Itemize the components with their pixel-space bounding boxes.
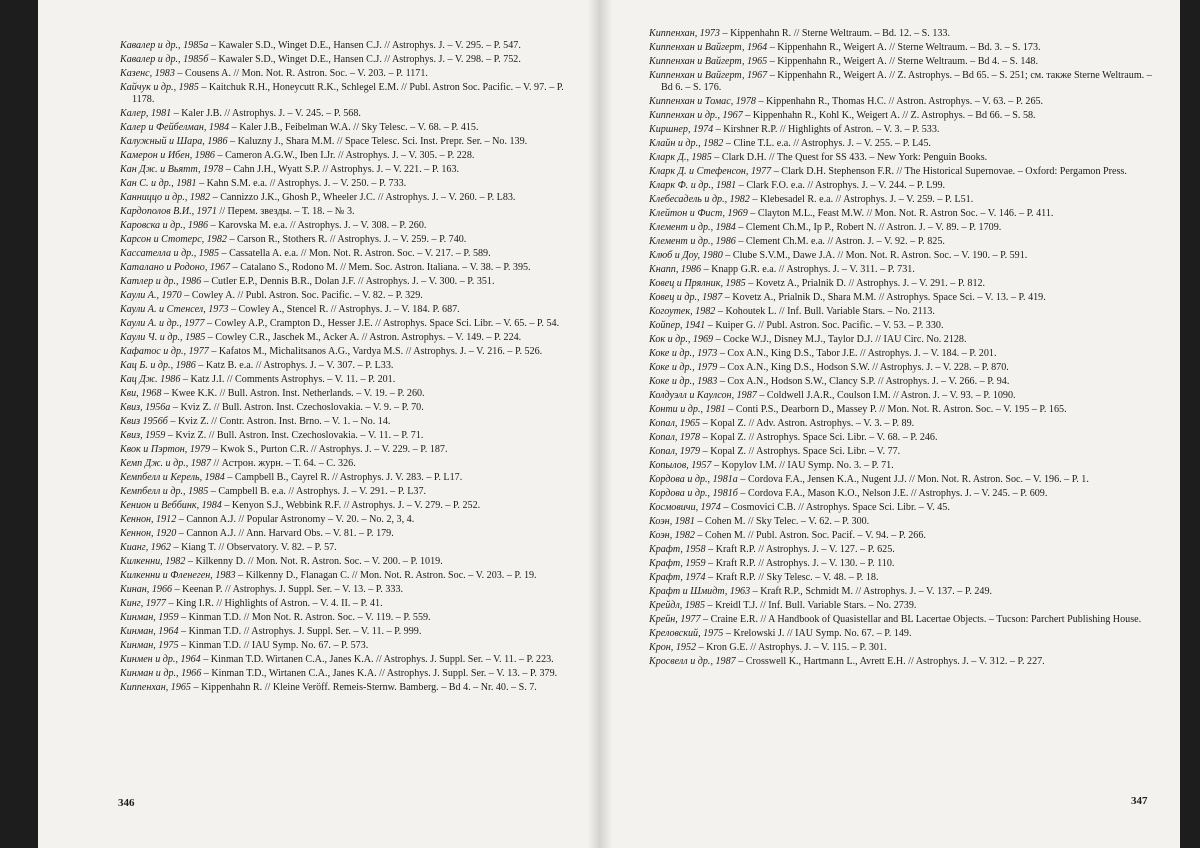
reference-entry [649,572,1161,584]
reference-entry [120,346,585,358]
reference-entry [120,430,585,442]
reference-citation: – Kinman T.D. // IAU Symp. No. 67. – P. 573. [178,640,369,652]
reference-author: Кафатос и др., 1977 [120,346,209,358]
reference-entry [649,418,1161,430]
reference-citation: – Cannizzo J.K., Ghosh P., Wheeler J.C. // Astrophys. J. – V. 260. – P. L83. [210,192,516,204]
reference-citation: – Kraft R.P. // Astrophys. J. – V. 127. – P. 625. [705,544,895,556]
reference-citation: – Kafatos M., Michalitsanos A.G., Vardya M.S. // Astrophys. J. – V. 216. – P. 526. [208,346,543,358]
reference-author: Киппенхан, 1965 [120,682,191,694]
reference-entry [120,472,585,484]
reference-entry [120,668,585,680]
reference-entry [120,444,585,456]
reference-entry [649,306,1161,318]
reference-citation: – Kilkenny D. // Mon. Not. R. Astron. Soc. – V. 200. – P. 1019. [185,556,443,568]
reference-author: Крейдл, 1985 [649,600,706,612]
reference-author: Каули Ч. и др., 1985 [120,332,206,344]
reference-author: Кинмен и др., 1964 [120,654,201,666]
reference-author: Кеннон, 1920 [120,528,177,540]
reference-author: Кац Б. и др., 1986 [120,360,196,372]
reference-author: Космовичи, 1974 [649,502,721,514]
reference-entry [649,320,1161,332]
reference-entry [649,264,1161,276]
reference-entry [120,248,585,260]
reference-entry [120,332,585,344]
reference-citation: – Kviz Z. // Bull. Astron. Inst. Czechoslovakia. – V. 11. – P. 71. [165,430,424,442]
reference-entry [120,150,585,162]
reference-citation: – Cocke W.J., Disney M.J., Taylor D.J. // IAU Circ. No. 2128. [713,334,967,346]
reference-citation: – Katz B. e.a. // Astrophys. J. – V. 307. – P. L33. [195,360,394,372]
reference-citation: – Catalano S., Rodono M. // Mem. Soc. Astron. Italiana. – V. 38. – P. 395. [230,262,531,274]
reference-author: Кеннон, 1912 [120,514,177,526]
reference-entry [120,220,585,232]
reference-entry [649,292,1161,304]
reference-entry [649,614,1161,626]
reference-entry [649,502,1161,514]
reference-entry [120,54,585,66]
reference-author: Когоутек, 1982 [649,306,716,318]
reference-author: Кок и др., 1969 [649,334,714,346]
reference-citation: – Crosswell K., Hartmann L., Avrett E.H. // Astrophys. J. – V. 312. – P. 227. [735,656,1045,668]
reference-entry [120,528,585,540]
reference-entry [649,656,1161,668]
reference-entry [120,416,585,428]
reference-entry [649,488,1161,500]
reference-author: Кордова и др., 1981б [649,488,738,500]
reference-author: Каули А., 1970 [120,290,182,302]
reference-citation: – Clayton M.L., Feast M.W. // Mon. Not. R. Astron Soc. – V. 146. – P. 411. [747,208,1054,220]
reference-entry [649,110,1161,122]
reference-citation: – Cordova F.A., Jensen K.A., Nugent J.J. // Mon. Not. R. Astron. Soc. – V. 196. – P. 1. [737,474,1089,486]
reference-entry [649,278,1161,290]
reference-citation: – Kwee K.K. // Bull. Astron. Inst. Netherlands. – V. 19. – P. 260. [161,388,425,400]
reference-citation: – Kovetz A., Prialnik D., Shara M.M. // Astrophys. Space Sci. – V. 13. – P. 419. [722,292,1046,304]
reference-author: Ковец и Прялник, 1985 [649,278,746,290]
reference-author: Киршнер, 1974 [649,124,714,136]
reference-entry [649,70,1161,95]
reference-author: Копал, 1965 [649,418,701,430]
reference-author: Киппенхан и др., 1967 [649,110,743,122]
reference-author: Конти и др., 1981 [649,404,726,416]
reference-entry [120,136,585,148]
reference-entry [649,600,1161,612]
reference-citation: // Перем. звезды. – Т. 18. – № 3. [216,206,355,218]
reference-author: Кан Дж. и Вьятт, 1978 [120,164,224,176]
reference-citation: – Kippenhahn R., Weigert A. // Z. Astrophys. – Bd 65. – S. 251; см. также Sterne Weltraum. – Bd 6. – S. 176. [661,70,1152,94]
reference-author: Киппенхан и Вайгерт, 1965 [649,56,768,67]
reference-author: Кенион и Веббинк, 1984 [120,500,222,512]
reference-entry [120,570,585,582]
reference-entry [649,180,1161,192]
reference-author: Креловский, 1975 [649,628,724,640]
reference-author: Квиз, 1959 [120,430,166,442]
reference-entry [120,206,585,218]
reference-entry [649,138,1161,150]
reference-citation: – Campbell B., Cayrel R. // Astrophys. J. V. 283. – P. L17. [224,472,463,484]
reference-entry [649,152,1161,164]
left-page [38,0,600,848]
reference-entry [649,96,1161,108]
reference-citation: – King I.R. // Highlights of Astron. – V. 4. II. – P. 41. [165,598,383,610]
reference-entry [649,516,1161,528]
reference-author: Кларк Д., 1985 [649,152,712,164]
reference-citation: – Cordova F.A., Mason K.O., Nelson J.E. // Astrophys. J. – V. 245. – P. 609. [737,488,1048,500]
reference-citation: – Clark D.H. Stephenson F.R. // The Historical Supernovae. – Oxford: Pergamon Press. [771,166,1127,178]
reference-author: Крафт, 1958 [649,544,706,556]
reference-author: Кемп Дж. и др., 1987 [120,458,212,470]
reference-author: Килкенни, 1982 [120,556,186,568]
reference-citation: – Kreidl T.J. // Inf. Bull. Variable Stars. – No. 2739. [705,600,917,612]
reference-author: Копал, 1978 [649,432,701,444]
reference-author: Калужный и Шара, 1986 [120,136,228,148]
reference-citation: – Kahn S.M. e.a. // Astrophys. J. – V. 250. – P. 733. [196,178,407,190]
reference-citation: – Kviz Z. // Contr. Astron. Inst. Brno. – V. 1. – No. 14. [167,416,391,428]
reference-author: Кнапп, 1986 [649,264,702,276]
reference-citation: – Kopylov I.M. // IAU Symp. No. 3. – P. 71. [711,460,894,472]
reference-citation: – Cannon A.J. // Popular Astronomy – V. 20. – No. 2, 3, 4. [176,514,415,526]
reference-author: Клемент и др., 1986 [649,236,736,248]
reference-entry [649,124,1161,136]
reference-entry [120,360,585,372]
reference-citation: – Knapp G.R. e.a. // Astrophys. J. – V. 311. – P. 731. [701,264,915,276]
reference-citation: – Kron G.E. // Astrophys. J. – V. 115. – P. 301. [696,642,887,654]
reference-citation: – Kraft R.P. // Sky Telesc. – V. 48. – P. 18. [705,572,879,584]
reference-citation: – Kawaler S.D., Winget D.E., Hansen C.J. // Astrophys. J. – V. 295. – P. 547. [208,40,521,51]
reference-citation: – Coldwell J.A.R., Coulson I.M. // Astron. J. – V. 93. – P. 1090. [756,390,1016,402]
reference-author: Кайчук и др., 1985 [120,82,199,93]
reference-entry [120,290,585,302]
reference-author: Каровска и др., 1986 [120,220,209,232]
reference-citation: – Kippenhahn R., Weigert A. // Sterne Weltraum. – Bd 4. – S. 148. [767,56,1038,67]
reference-author: Коэн, 1982 [649,530,695,542]
reference-citation: – Kippenhahn R., Kohl K., Weigert A. // Z. Astrophys. – Bd 66. – S. 58. [742,110,1036,122]
reference-author: Кинман, 1964 [120,626,179,638]
reference-author: Канниццо и др., 1982 [120,192,211,204]
reference-author: Кан С. и др., 1981 [120,178,197,190]
reference-author: Карсон и Стотерс, 1982 [120,234,227,246]
reference-author: Кви, 1968 [120,388,162,400]
reference-entry [649,28,1161,40]
reference-author: Копылов, 1957 [649,460,712,472]
reference-citation: – Kinman T.D., Wirtanen C.A., Janes K.A. // Astrophys. J. Suppl. Ser. – V. 13. – P. 379. [201,668,558,680]
reference-entry [120,584,585,596]
reference-entry [120,178,585,190]
reference-citation: – Kinman T.D. // Mon Not. R. Astron. Soc. – V. 119. – P. 559. [178,612,431,624]
reference-entry [649,348,1161,360]
reference-citation: – Cahn J.H., Wyatt S.P. // Astrophys. J. – V. 221. – P. 163. [223,164,460,176]
reference-entry [120,542,585,554]
reference-citation: – Karovska M. e.a. // Astrophys. J. – V. 308. – P. 260. [208,220,427,232]
reference-entry [649,446,1161,458]
reference-entry [649,376,1161,388]
reference-entry [649,222,1161,234]
reference-author: Кавалер и др., 1985б [120,54,209,65]
reference-author: Казенс, 1983 [120,68,175,79]
reference-author: Квиз 1956б [120,416,168,428]
reference-citation: – Cowley A., Stencel R. // Astrophys. J. – V. 184. P. 687. [228,304,460,316]
reference-author: Кемпбелл и Керель, 1984 [120,472,225,484]
reference-citation: – Cox A.N., King D.S., Tabor J.E. // Astrophys. J. – V. 184. – P. 201. [717,348,997,360]
reference-author: Каули А. и Стенсел, 1973 [120,304,229,316]
reference-citation: – Clement Ch.M., Ip P., Robert N. // Astron. J. – V. 89. – P. 1709. [735,222,1002,234]
reference-entry [649,628,1161,640]
reference-entry [649,642,1161,654]
reference-author: Каталано и Родоно, 1967 [120,262,231,274]
reference-citation: – Keenan P. // Astrophys. J. Suppl. Ser. – V. 13. – P. 333. [172,584,404,596]
reference-author: Клайн и др., 1982 [649,138,724,150]
reference-citation: – Cutler E.P., Dennis B.R., Dolan J.F. // Astrophys. J. – V. 300. – P. 351. [201,276,495,288]
reference-author: Камерон и Ибен, 1986 [120,150,215,162]
reference-entry [120,500,585,512]
reference-citation: – Kaler J.B., Feibelman W.A. // Sky Telesc. – V. 68. – P. 415. [229,122,479,134]
reference-author: Клебесадель и др., 1982 [649,194,750,206]
reference-citation: – Clark D.H. // The Quest for SS 433. – New York: Penguin Books. [711,152,988,164]
reference-entry [120,402,585,414]
reference-entry [120,82,585,107]
reference-entry [649,166,1161,178]
reference-citation: – Kippenhahn R. // Sterne Weltraum. – Bd. 12. – S. 133. [719,28,950,39]
reference-entry [649,586,1161,598]
reference-entry [649,404,1161,416]
reference-citation: – Kinman T.D. // Astrophys. J. Suppl. Ser. – V. 11. – P. 999. [178,626,422,638]
reference-entry [120,654,585,666]
reference-author: Коэн, 1981 [649,516,695,528]
reference-entry [120,68,585,80]
reference-entry [649,194,1161,206]
reference-entry [120,318,585,330]
reference-author: Клюб и Доу, 1980 [649,250,723,262]
reference-author: Кардополов В.И., 1971 [120,206,217,218]
reference-entry [120,682,585,694]
reference-citation: – Cox A.N., King D.S., Hodson S.W. // Astrophys. J. – V. 228. – P. 870. [717,362,1009,374]
reference-entry [649,460,1161,472]
reference-citation: – Clement Ch.M. e.a. // Astron. J. – V. 92. – P. 825. [735,236,945,248]
reference-citation: – Krelowski J. // IAU Symp. No. 67. – P. 149. [723,628,912,640]
reference-citation: – Cowley A.P., Crampton D., Hesser J.E. // Astrophys. Space Sci. Libr. – V. 65. – P. 54. [204,318,560,330]
reference-author: Квиз, 1956а [120,402,171,414]
reference-citation: – Kraft R.P. // Astrophys. J. – V. 130. – P. 110. [705,558,895,570]
reference-citation: – Cohen M. // Publ. Astron. Soc. Pacif. – V. 94. – P. 266. [694,530,926,542]
reference-author: Кросвелл и др., 1987 [649,656,736,668]
reference-author: Квок и Пэртон, 1979 [120,444,211,456]
reference-entry [120,40,585,52]
reference-entry [120,304,585,316]
reference-citation: – Clube S.V.M., Dawe J.A. // Mon. Not. R. Astron. Soc. – V. 190. – P. 591. [722,250,1028,262]
reference-citation: – Kohoutek L. // Inf. Bull. Variable Stars. – No. 2113. [715,306,935,318]
reference-author: Крафт, 1959 [649,558,706,570]
reference-citation: – Cohen M. // Sky Telec. – V. 62. – P. 300. [694,516,870,528]
reference-author: Кинман, 1975 [120,640,179,652]
reference-author: Калер, 1981 [120,108,172,120]
reference-author: Кац Дж. 1986 [120,374,181,386]
reference-entry [649,56,1161,68]
reference-citation: – Cosmovici C.B. // Astrophys. Space Sci. Libr. – V. 45. [720,502,950,514]
reference-entry [120,556,585,568]
reference-entry [120,374,585,386]
reference-author: Коке и др., 1983 [649,376,718,388]
reference-entry [649,362,1161,374]
reference-author: Колдуэлл и Каулсон, 1987 [649,390,757,402]
reference-entry [120,108,585,120]
reference-author: Киппенхан и Вайгерт, 1964 [649,42,768,53]
reference-entry [120,626,585,638]
reference-author: Калер и Фейбелман, 1984 [120,122,230,134]
reference-entry [120,388,585,400]
reference-entry [120,276,585,288]
reference-citation: – Cassatella A. e.a. // Mon. Not. R. Astron. Soc. – V. 217. – P. 589. [219,248,491,260]
reference-citation: – Conti P.S., Dearborn D., Massey P. // Mon. Not. R. Astron. Soc. – V. 195 – P. 165. [725,404,1067,416]
reference-author: Клейтон и Фист, 1969 [649,208,748,220]
reference-entry [120,122,585,134]
reference-citation: – Cline T.L. e.a. // Astrophys. J. – V. 255. – P. L45. [723,138,931,150]
reference-entry [649,334,1161,346]
reference-entry [649,208,1161,220]
reference-entry [120,164,585,176]
reference-citation: – Kaitchuk R.H., Honeycutt R.K., Schlegel E.M. // Publ. Astron Soc. Pacific. – V. 97. – P. 1178. [132,82,564,106]
reference-entry [649,236,1161,248]
reference-author: Крафт и Шмидт, 1963 [649,586,751,598]
reference-author: Койпер, 1941 [649,320,706,332]
reference-citation: – Cox A.N., Hodson S.W., Clancy S.P. // Astrophys. J. – V. 266. – P. 94. [717,376,1010,388]
reference-citation: – Kaler J.B. // Astrophys. J. – V. 245. – P. 568. [171,108,361,120]
right-page-number: 347 [1131,795,1148,807]
reference-entry [649,530,1161,542]
reference-citation: – Kiang T. // Observatory. V. 82. – P. 57. [170,542,337,554]
right-reference-list [649,28,1161,670]
reference-citation: – Katz J.I. // Comments Astrophys. – V. 11. – P. 201. [180,374,396,386]
reference-author: Крейн, 1977 [649,614,701,626]
reference-citation: – Kopal Z. // Astrophys. Space Sci. Libr. – V. 68. – P. 246. [700,432,938,444]
reference-citation: – Carson R., Stothers R. // Astrophys. J. – V. 259. – P. 740. [226,234,467,246]
reference-author: Киппенхан, 1973 [649,28,720,39]
reference-author: Крафт, 1974 [649,572,706,584]
reference-citation: – Kopal Z. // Astrophys. Space Sci. Libr. – V. 77. [700,446,901,458]
reference-author: Кордова и др., 1981а [649,474,738,486]
reference-author: Киппенхан и Томас, 1978 [649,96,756,108]
reference-author: Кавалер и др., 1985а [120,40,209,51]
reference-entry [120,486,585,498]
reference-entry [120,612,585,624]
reference-citation: – Kaluzny J., Shara M.M. // Space Telesc. Sci. Inst. Prepr. Ser. – No. 139. [227,136,528,148]
reference-entry [649,474,1161,486]
reference-citation: – Kippenhahn R., Thomas H.C. // Astron. Astrophys. – V. 63. – P. 265. [755,96,1044,108]
reference-citation: – Craine E.R. // A Handbook of Quasistellar and BL Lacertae Objects. – Tucson: Parchert Publishing House. [700,614,1142,626]
reference-author: Кларк Ф. и др., 1981 [649,180,737,192]
reference-citation: – Klebesadel R. e.a. // Astrophys. J. – V. 259. – P. L51. [749,194,974,206]
reference-author: Кинман и др., 1966 [120,668,202,680]
reference-entry [120,234,585,246]
reference-entry [649,42,1161,54]
left-reference-list [120,40,585,696]
reference-author: Копал, 1979 [649,446,701,458]
reference-author: Катлер и др., 1986 [120,276,202,288]
reference-citation: – Kenyon S.J., Webbink R.F. // Astrophys. J. – V. 279. – P. 252. [221,500,481,512]
reference-citation: – Kovetz A., Prialnik D. // Astrophys. J. – V. 291. – P. 812. [745,278,986,290]
reference-entry [120,640,585,652]
reference-entry [649,390,1161,402]
reference-citation: – Cowley C.R., Jaschek M., Acker A. // Astron. Astrophys. – V. 149. – P. 224. [205,332,522,344]
reference-citation: – Kinman T.D. Wirtanen C.A., Janes K.A. // Astrophys. J. Suppl. Ser. – V. 11. – P. 223. [200,654,554,666]
reference-author: Коке и др., 1979 [649,362,718,374]
reference-author: Ковец и др., 1987 [649,292,723,304]
reference-author: Кемпбелл и др., 1985 [120,486,209,498]
reference-author: Киппенхан и Вайгерт, 1967 [649,70,768,81]
reference-citation: – Campbell B. e.a. // Astrophys. J. – V. 291. – P. L37. [208,486,427,498]
reference-author: Кларк Д. и Стефенсон, 1977 [649,166,772,178]
reference-entry [120,458,585,470]
reference-entry [120,598,585,610]
reference-entry [649,558,1161,570]
reference-citation: – Kraft R.P., Schmidt M. // Astrophys. J. – V. 137. – P. 249. [750,586,993,598]
reference-citation: // Астрон. журн. – Т. 64. – С. 326. [211,458,356,470]
reference-citation: – Kuiper G. // Publ. Astron. Soc. Pacific. – V. 53. – P. 330. [705,320,944,332]
reference-citation: – Cowley A. // Publ. Astron. Soc. Pacific. – V. 82. – P. 329. [181,290,423,302]
reference-citation: – Kilkenny D., Flanagan C. // Mon. Not. R. Astron. Soc. – V. 203. – P. 19. [235,570,537,582]
reference-entry [649,432,1161,444]
reference-citation: – Kwok S., Purton C.R. // Astrophys. J. – V. 229. – P. 187. [210,444,448,456]
reference-author: Кинан, 1966 [120,584,173,596]
reference-citation: – Clark F.O. e.a. // Astrophys. J. – V. 244. – P. L99. [736,180,946,192]
reference-citation: – Kawaler S.D., Winget D.E., Hansen C.J. // Astrophys. J. – V. 298. – P. 752. [208,54,521,65]
reference-entry [120,262,585,274]
reference-author: Кинг, 1977 [120,598,166,610]
reference-citation: – Kippenhahn R., Weigert A. // Sterne Weltraum. – Bd. 3. – S. 173. [767,42,1041,53]
reference-citation: – Kippenhahn R. // Kleine Veröff. Remeis-Sternw. Bamberg. – Bd 4. – Nr. 40. – S. 7. [190,682,537,694]
reference-citation: – Kopal Z. // Adv. Astron. Astrophys. – V. 3. – P. 89. [700,418,915,430]
reference-entry [120,192,585,204]
reference-citation: – Kirshner R.P. // Highlights of Astron. – V. 3. – P. 533. [713,124,940,136]
reference-citation: – Cousens A. // Mon. Not. R. Astron. Soc. – V. 203. – P. 1171. [174,68,428,79]
reference-author: Каули А. и др., 1977 [120,318,205,330]
reference-entry [649,250,1161,262]
reference-author: Кинман, 1959 [120,612,179,624]
reference-author: Кианг, 1962 [120,542,171,554]
reference-author: Крон, 1952 [649,642,697,654]
reference-author: Килкенни и Фленеген, 1983 [120,570,236,582]
right-page [600,0,1180,848]
reference-entry [649,544,1161,556]
reference-author: Клемент и др., 1984 [649,222,736,234]
reference-author: Коке и др., 1973 [649,348,718,360]
reference-citation: – Cannon A.J. // Ann. Harvard Obs. – V. 81. – P. 179. [176,528,394,540]
reference-entry [120,514,585,526]
reference-author: Кассателла и др., 1985 [120,248,219,260]
left-page-number: 346 [118,797,135,809]
reference-citation: – Kviz Z. // Bull. Astron. Inst. Czechoslovakia. – V. 9. – P. 70. [170,402,424,414]
reference-citation: – Cameron A.G.W., Iben I.Jr. // Astrophys. J. – V. 305. – P. 228. [214,150,475,162]
